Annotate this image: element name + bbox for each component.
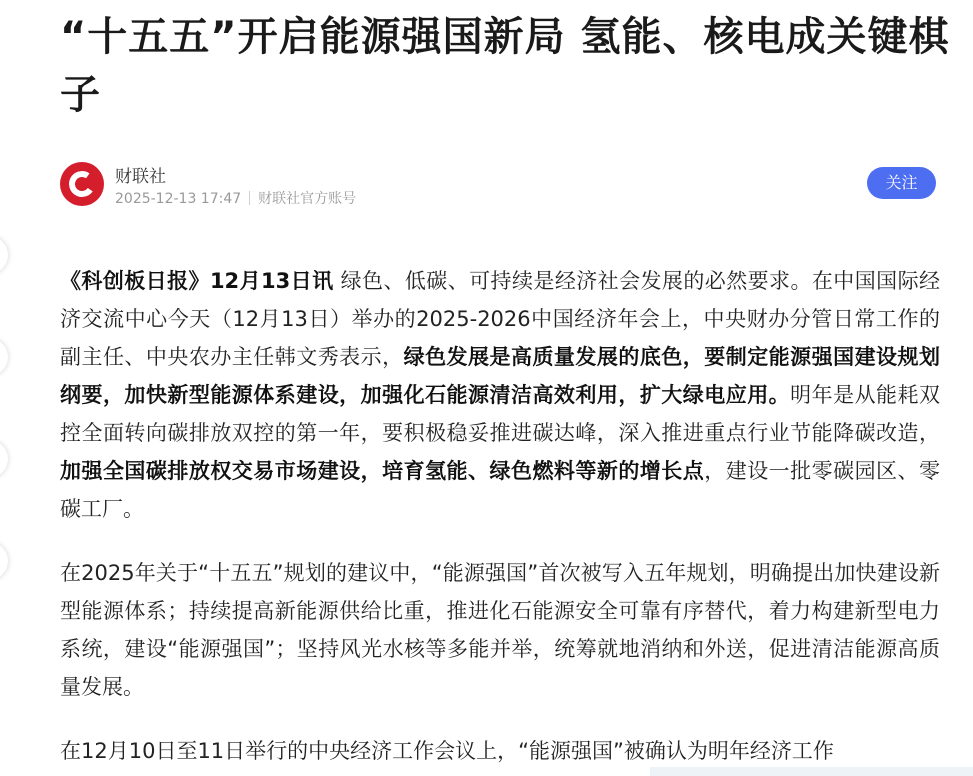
account-type: 财联社官方账号: [258, 191, 357, 207]
publish-datetime: 2025-12-13 17:47: [115, 191, 242, 207]
text-segment: ，建设一批零碳园区、零碳工厂。: [60, 459, 940, 521]
bold-text-segment: 绿色发展是高质量发展的底色，要制定能源强国建设规划纲要，加快新型能源体系建设，加强化石能源清洁高效利用，扩大绿电应用。: [60, 345, 941, 407]
side-action-button[interactable]: [0, 542, 8, 580]
follow-button[interactable]: 关注: [867, 167, 936, 199]
text-segment: 明年是从能耗双控全面转向碳排放双控的第一年，要积极稳妥推进碳达峰，深入推进重点行业节能降碳改造，: [60, 383, 941, 445]
side-action-button[interactable]: [0, 236, 8, 274]
article-meta: [115, 188, 356, 208]
article-paragraph: [60, 732, 940, 770]
author-name[interactable]: 财联社: [115, 167, 166, 187]
text-segment: 在2025年关于“十五五”规划的建议中，“能源强国”首次被写入五年规划，明确提出加快建设新型能源体系；持续提高新能源供给比重，推进化石能源安全可靠有序替代，着力构建新型电力系统，建设“能源强国”；坚持风光水核等多能并举，统筹就地消纳和外送，促进清洁能源高质量发展。: [60, 561, 940, 699]
text-segment: 在12月10日至11日举行的中央经济工作会议上，“能源强国”被确认为明年经济工作: [60, 739, 834, 763]
meta-divider: [249, 191, 250, 205]
article-title: “十五五”开启能源强国新局 氢能、核电成关键棋子: [60, 14, 950, 118]
cls-logo-icon: [67, 169, 97, 199]
author-row: [60, 158, 936, 210]
article-paragraph: [60, 262, 940, 528]
bottom-bar-edge: [650, 767, 973, 776]
side-action-button[interactable]: [0, 440, 8, 478]
side-action-button[interactable]: [0, 338, 8, 376]
bold-text-segment: 加强全国碳排放权交易市场建设，培育氢能、绿色燃料等新的增长点: [60, 459, 705, 483]
bold-text-segment: 《科创板日报》12月13日讯: [60, 269, 334, 293]
text-segment: 绿色、低碳、可持续是经济社会发展的必然要求。在中国国际经济交流中心今天（12月13日）举办的2025-2026中国经济年会上，中央财办分管日常工作的副主任、中央农办主任韩文秀表示，: [60, 269, 940, 369]
side-action-rail: [0, 0, 14, 776]
article-body: [60, 262, 940, 776]
author-avatar[interactable]: [60, 162, 104, 206]
article-paragraph: [60, 554, 940, 706]
